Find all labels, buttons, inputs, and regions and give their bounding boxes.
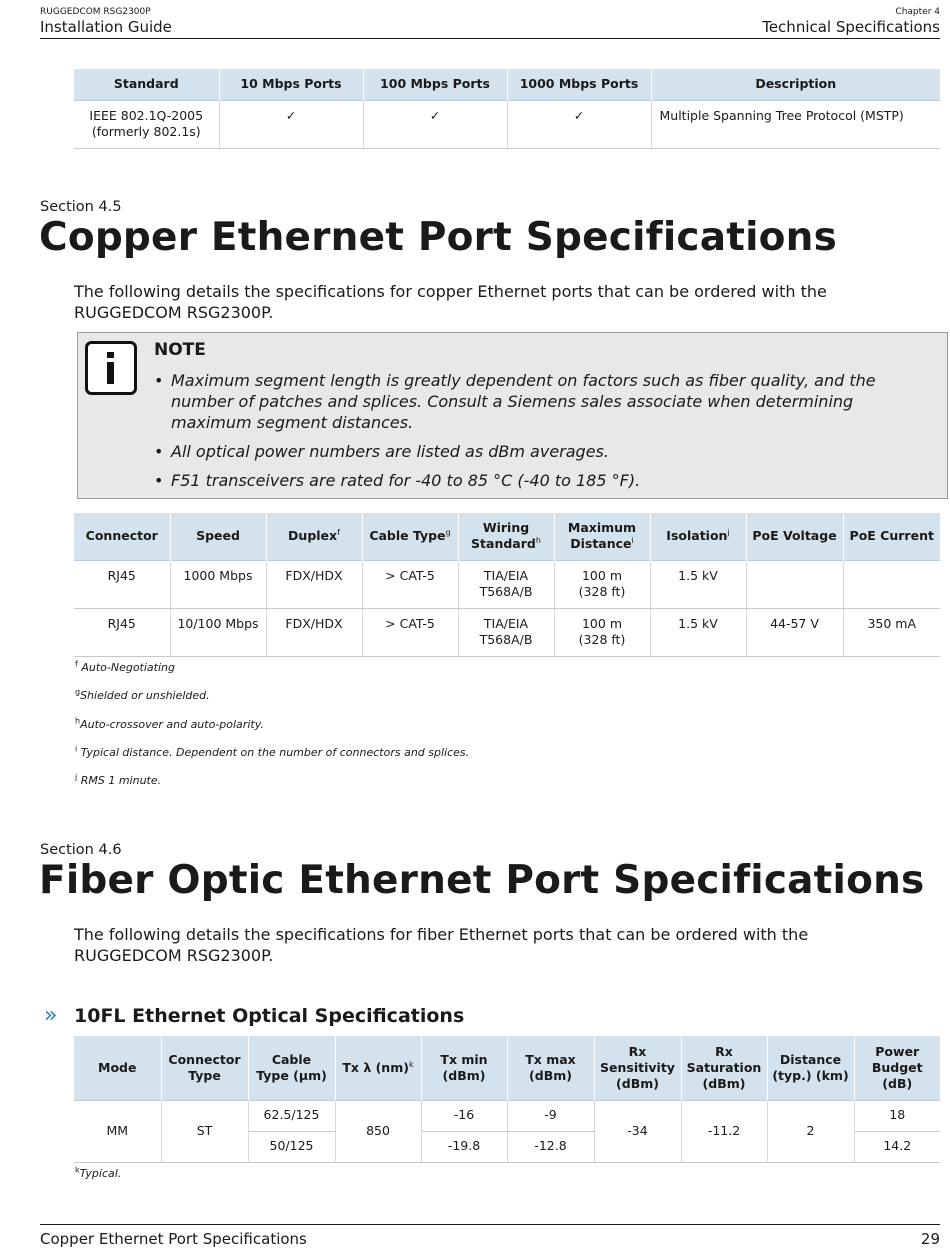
table-header: Description: [651, 69, 940, 100]
table-header: Connector Type: [161, 1036, 248, 1100]
table-cell: -34: [594, 1100, 681, 1162]
footnote: $^i$ Typical distance. Dependent on the number of connectors and splices.: [75, 744, 470, 759]
table-cell: 1.5 kV: [650, 560, 746, 608]
note-list: [154, 370, 914, 499]
table-cell: FDX/HDX: [266, 560, 362, 608]
table-cell: FDX/HDX: [266, 608, 362, 656]
table-cell: 1000 Mbps: [170, 560, 266, 608]
section-intro: The following details the specifications for fiber Ethernet ports that can be ordered with the RUGGEDCOM RSG2300P.: [74, 925, 809, 965]
table-cell: -11.2: [681, 1100, 767, 1162]
standards-table: [74, 69, 940, 149]
table-header: 1000 Mbps Ports: [507, 69, 651, 100]
table-header: Connector: [74, 513, 170, 560]
section-intro: The following details the specifications for copper Ethernet ports that can be ordered with the RUGGEDCOM RSG2300P.: [74, 282, 827, 322]
table-header: Duplex$^f$: [266, 513, 362, 560]
section-title: Fiber Optic Ethernet Port Specifications: [39, 858, 925, 903]
header-rule: [40, 38, 940, 39]
table-cell: -16: [421, 1100, 507, 1131]
table-row: [74, 608, 940, 656]
table-cell: [746, 560, 843, 608]
fiber-optic-table: [74, 1036, 940, 1163]
table-header: Tx max (dBm): [507, 1036, 594, 1100]
footnote: $^f$ Auto-Negotiating: [75, 659, 175, 674]
table-cell: 44-57 V: [746, 608, 843, 656]
table-cell: 14.2: [854, 1131, 940, 1162]
table-header: Distance (typ.) (km): [767, 1036, 854, 1100]
table-cell: > CAT-5: [362, 560, 458, 608]
section-label: Section 4.6: [40, 842, 122, 858]
table-header: Maximum Distance$^i$: [554, 513, 650, 560]
note-title: NOTE: [154, 340, 206, 360]
table-header: 10 Mbps Ports: [219, 69, 363, 100]
header-doc-title: Installation Guide: [40, 18, 172, 36]
checkmark-icon: ✓: [507, 100, 651, 148]
info-icon: [85, 341, 137, 395]
table-cell: 50/125: [248, 1131, 335, 1162]
table-row: [74, 100, 940, 148]
table-cell: [843, 560, 940, 608]
table-cell: TIA/EIA T568A/B: [458, 560, 554, 608]
table-cell: -12.8: [507, 1131, 594, 1162]
table-header: Isolation$^j$: [650, 513, 746, 560]
table-cell: > CAT-5: [362, 608, 458, 656]
note-item: • Maximum segment length is greatly dependent on factors such as fiber quality, and the number of patches and splices. Consult a Siemens sales associate when determining maximum segment distances.: [154, 370, 914, 433]
checkmark-icon: ✓: [219, 100, 363, 148]
table-header: PoE Current: [843, 513, 940, 560]
header-chapter-title: Technical Specifications: [762, 18, 940, 36]
table-cell: RJ45: [74, 560, 170, 608]
table-cell: 10/100 Mbps: [170, 608, 266, 656]
table-header: Power Budget (dB): [854, 1036, 940, 1100]
table-header: Cable Type (µm): [248, 1036, 335, 1100]
table-cell: 18: [854, 1100, 940, 1131]
section-title: Copper Ethernet Port Specifications: [39, 215, 838, 260]
table-header: Rx Sensitivity (dBm): [594, 1036, 681, 1100]
footer-section: Copper Ethernet Port Specifications: [40, 1230, 307, 1248]
table-cell: 100 m (328 ft): [554, 608, 650, 656]
table-cell: -9: [507, 1100, 594, 1131]
note-item: • F51 transceivers are rated for -40 to 85 °C (-40 to 185 °F).: [154, 470, 914, 491]
table-header: Mode: [74, 1036, 161, 1100]
table-header: Tx λ (nm)$^k$: [335, 1036, 421, 1100]
table-cell: 350 mA: [843, 608, 940, 656]
table-header: Tx min (dBm): [421, 1036, 507, 1100]
table-header: Speed: [170, 513, 266, 560]
table-header: Standard: [74, 69, 219, 100]
table-cell: 2: [767, 1100, 854, 1162]
table-cell: ST: [161, 1100, 248, 1162]
table-header: Wiring Standard$^h$: [458, 513, 554, 560]
table-cell: 850: [335, 1100, 421, 1162]
table-cell: 1.5 kV: [650, 608, 746, 656]
footnote: $^g$Shielded or unshielded.: [75, 687, 210, 702]
table-cell: 100 m (328 ft): [554, 560, 650, 608]
section-label: Section 4.5: [40, 199, 122, 215]
table-cell: -19.8: [421, 1131, 507, 1162]
footer-rule: [40, 1224, 940, 1225]
table-header: PoE Voltage: [746, 513, 843, 560]
table-cell: Multiple Spanning Tree Protocol (MSTP): [651, 100, 940, 148]
table-row: [74, 1100, 940, 1131]
note-item: • All optical power numbers are listed as dBm averages.: [154, 441, 914, 462]
footnote: $^k$Typical.: [75, 1165, 122, 1180]
table-header: 100 Mbps Ports: [363, 69, 507, 100]
footnote: $^h$Auto-crossover and auto-polarity.: [75, 716, 264, 731]
table-row: [74, 560, 940, 608]
table-cell: TIA/EIA T568A/B: [458, 608, 554, 656]
table-header: Cable Type$^g$: [362, 513, 458, 560]
table-cell: IEEE 802.1Q-2005 (formerly 802.1s): [74, 100, 219, 148]
subsection-title: 10FL Ethernet Optical Specifications: [74, 1005, 465, 1027]
header-chapter: Chapter 4: [895, 7, 940, 17]
checkmark-icon: ✓: [363, 100, 507, 148]
copper-port-table: [74, 513, 940, 657]
chevron-right-icon: »: [44, 1003, 58, 1028]
footnote: $^j$ RMS 1 minute.: [75, 772, 162, 787]
table-cell: 62.5/125: [248, 1100, 335, 1131]
table-cell: MM: [74, 1100, 161, 1162]
table-cell: RJ45: [74, 608, 170, 656]
page-number: 29: [920, 1230, 940, 1248]
table-header: Rx Saturation (dBm): [681, 1036, 767, 1100]
header-product: RUGGEDCOM RSG2300P: [40, 7, 151, 17]
